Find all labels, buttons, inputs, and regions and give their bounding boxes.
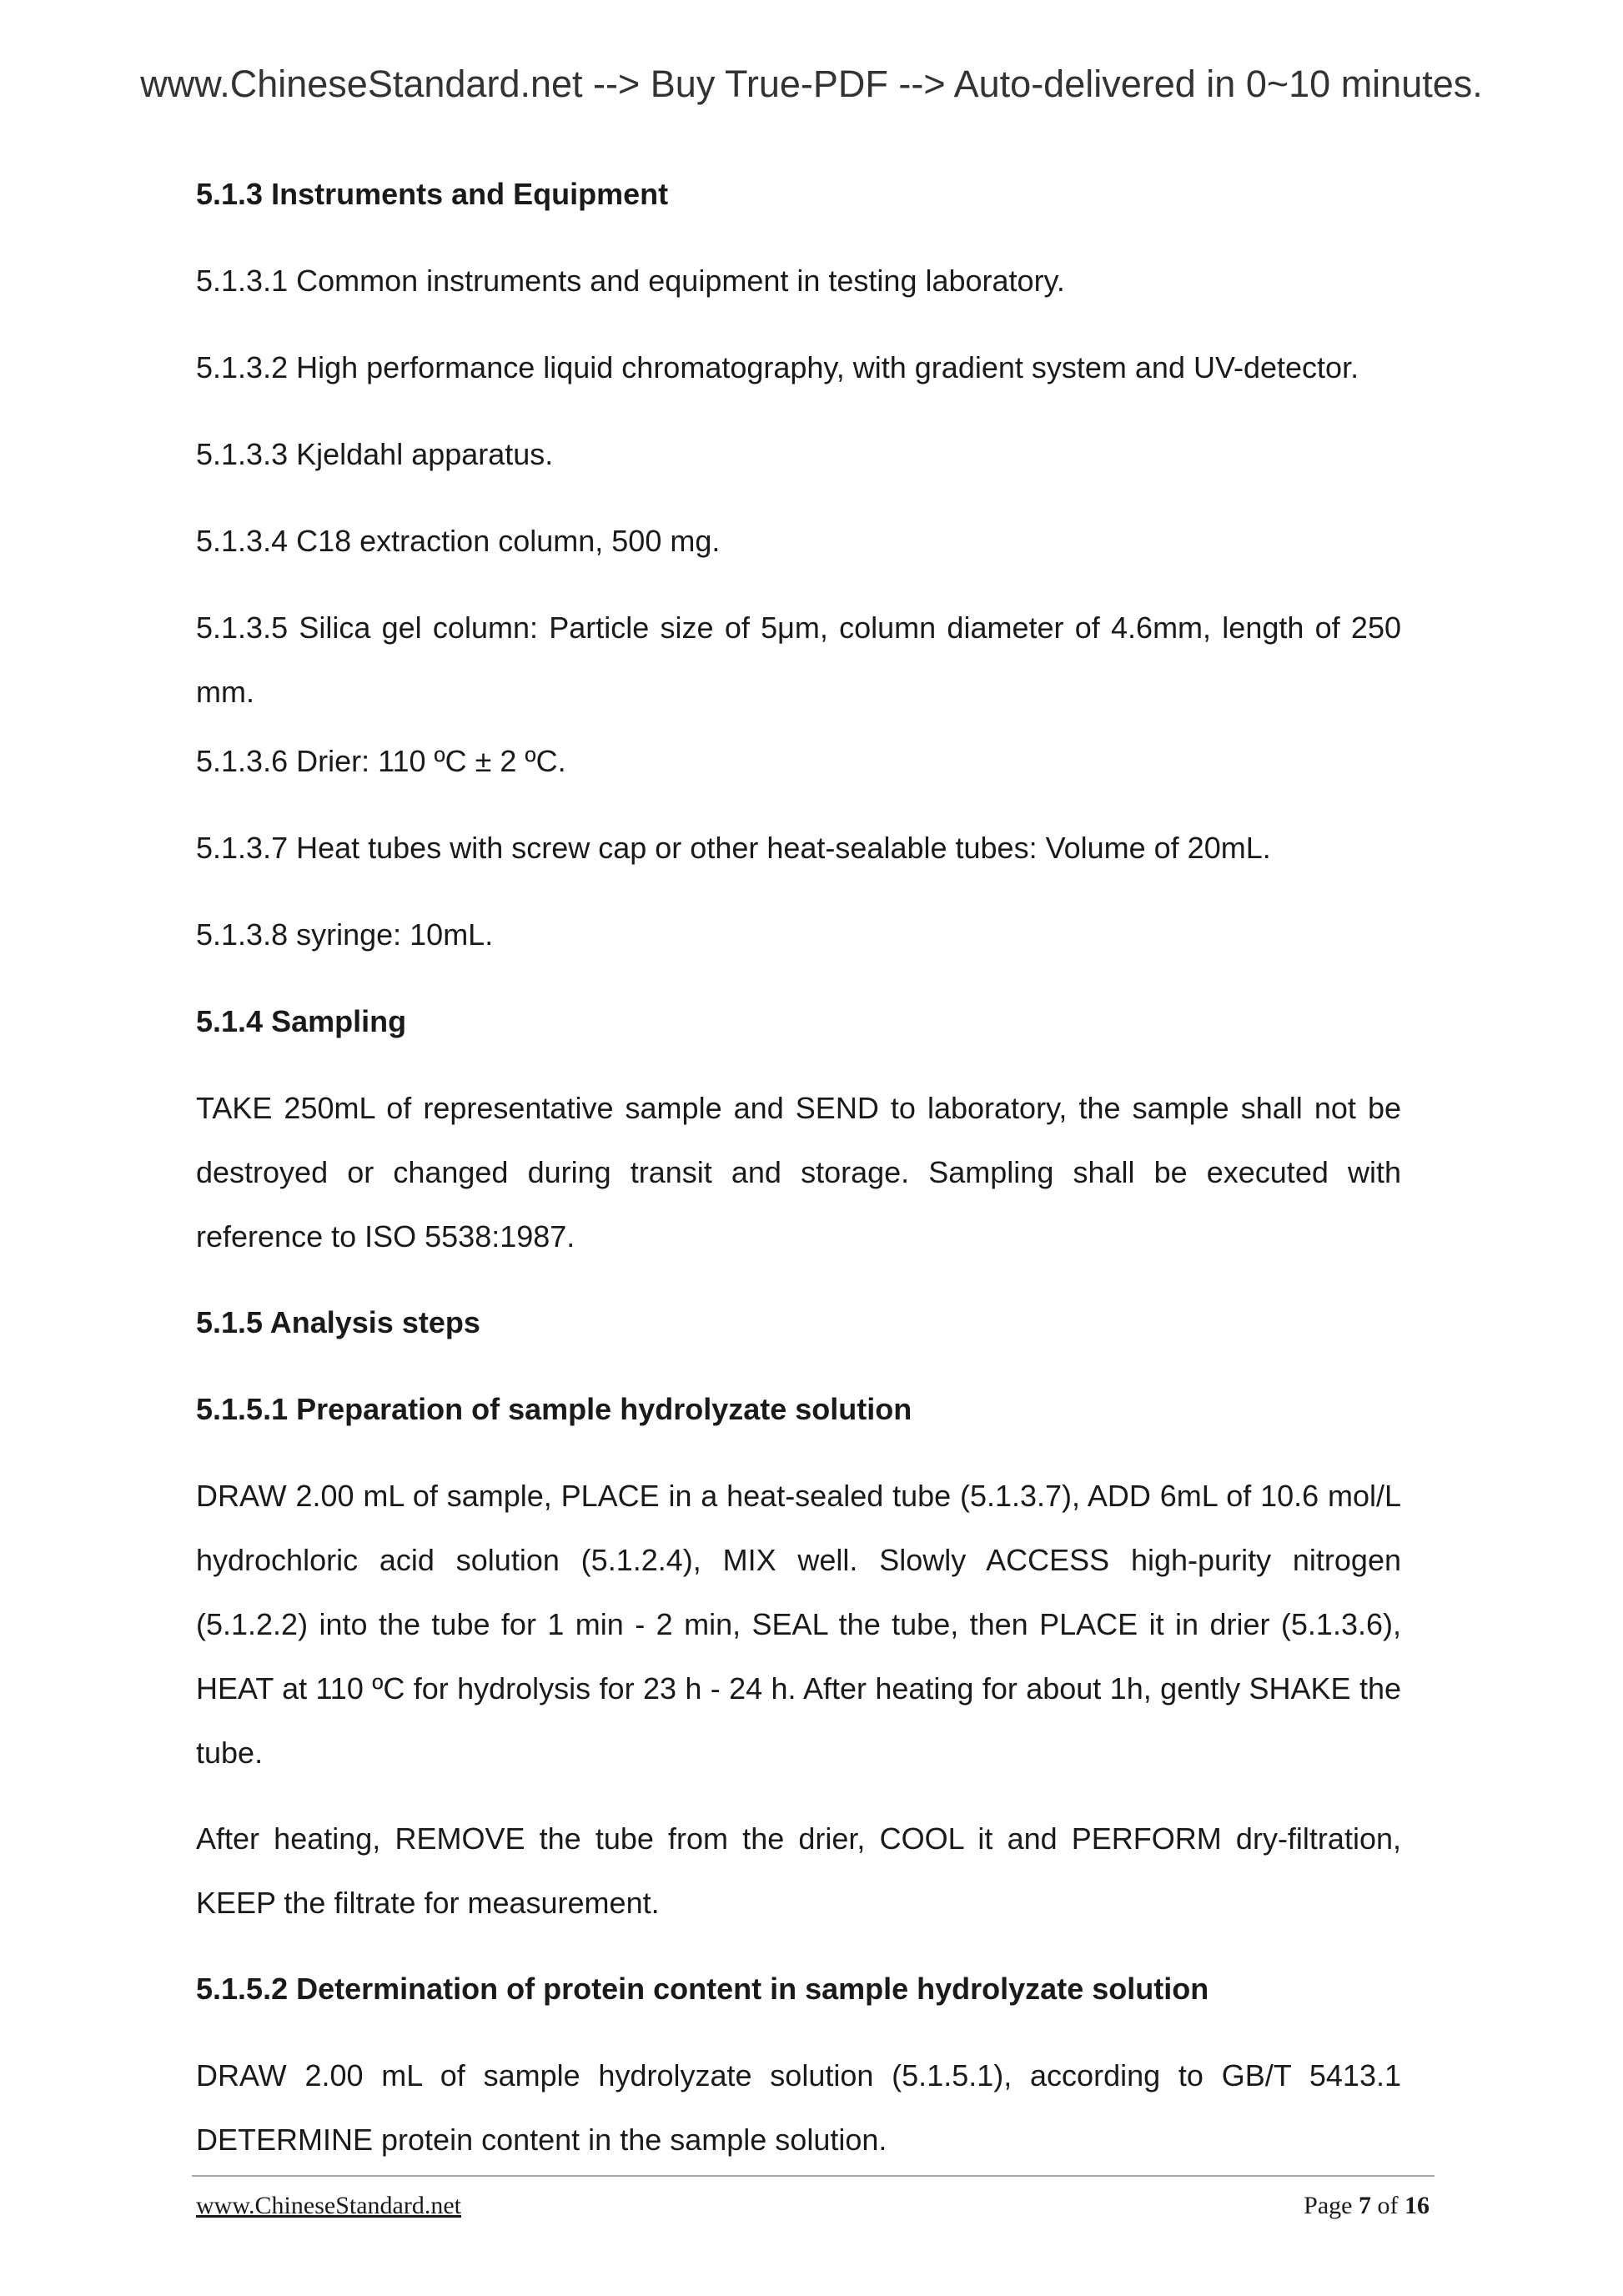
document-body bbox=[196, 173, 1401, 2205]
site-banner: www.ChineseStandard.net --> Buy True-PDF --> Auto-delivered in 0~10 minutes. bbox=[140, 63, 1483, 105]
preparation-paragraph: After heating, REMOVE the tube from the drier, COOL it and PERFORM dry-filtration, KEEP the filtrate for measurement. bbox=[196, 1821, 1401, 1920]
sampling-paragraph: TAKE 250mL of representative sample and SEND to laboratory, the sample shall not be destroyed or changed during transit and storage. Sampling shall be executed with reference to ISO 5538:1987. bbox=[196, 1091, 1401, 1254]
instrument-item: 5.1.3.1 Common instruments and equipment in testing laboratory. bbox=[196, 264, 1065, 298]
instrument-item: 5.1.3.7 Heat tubes with screw cap or other heat-sealable tubes: Volume of 20mL. bbox=[196, 831, 1271, 865]
instrument-item: 5.1.3.5 Silica gel column: Particle size of 5μm, column diameter of 4.6mm, length of 250 mm. bbox=[196, 610, 1401, 709]
section-heading-instruments: 5.1.3 Instruments and Equipment bbox=[196, 177, 669, 211]
footer-site-link[interactable]: www.ChineseStandard.net bbox=[196, 2192, 461, 2219]
page-label: Page bbox=[1304, 2192, 1353, 2219]
instrument-item: 5.1.3.2 High performance liquid chromatography, with gradient system and UV-detector. bbox=[196, 350, 1359, 384]
instrument-item: 5.1.3.8 syringe: 10mL. bbox=[196, 917, 494, 952]
section-heading-preparation: 5.1.5.1 Preparation of sample hydrolyzate solution bbox=[196, 1392, 912, 1426]
page-of: of bbox=[1377, 2192, 1399, 2219]
page-current: 7 bbox=[1359, 2192, 1371, 2219]
instrument-item: 5.1.3.3 Kjeldahl apparatus. bbox=[196, 437, 554, 471]
footer-divider bbox=[192, 2175, 1435, 2177]
section-heading-sampling: 5.1.4 Sampling bbox=[196, 1004, 407, 1038]
instrument-item: 5.1.3.4 C18 extraction column, 500 mg. bbox=[196, 524, 721, 558]
instrument-item: 5.1.3.6 Drier: 110 ºC ± 2 ºC. bbox=[196, 744, 566, 778]
section-heading-protein: 5.1.5.2 Determination of protein content in sample hydrolyzate solution bbox=[196, 1972, 1209, 2006]
preparation-paragraph: DRAW 2.00 mL of sample, PLACE in a heat-sealed tube (5.1.3.7), ADD 6mL of 10.6 mol/L hydrochloric acid solution (5.1.2.4), MIX well. Slowly ACCESS high-purity nitrogen (5.1.2.2) into the tube for 1 min - 2 min, SEAL the tube, then PLACE it in drier (5.1.3.6), HEAT at 110 ºC for hydrolysis for 23 h - 24 h. After heating for about 1h, gently SHAKE the tube. bbox=[196, 1479, 1401, 1770]
section-heading-analysis: 5.1.5 Analysis steps bbox=[196, 1305, 480, 1339]
protein-paragraph: DRAW 2.00 mL of sample hydrolyzate solution (5.1.5.1), according to GB/T 5413.1 DETERMINE protein content in the sample solution. bbox=[196, 2058, 1401, 2157]
page-number bbox=[1304, 2192, 1430, 2220]
page-total: 16 bbox=[1404, 2192, 1430, 2219]
